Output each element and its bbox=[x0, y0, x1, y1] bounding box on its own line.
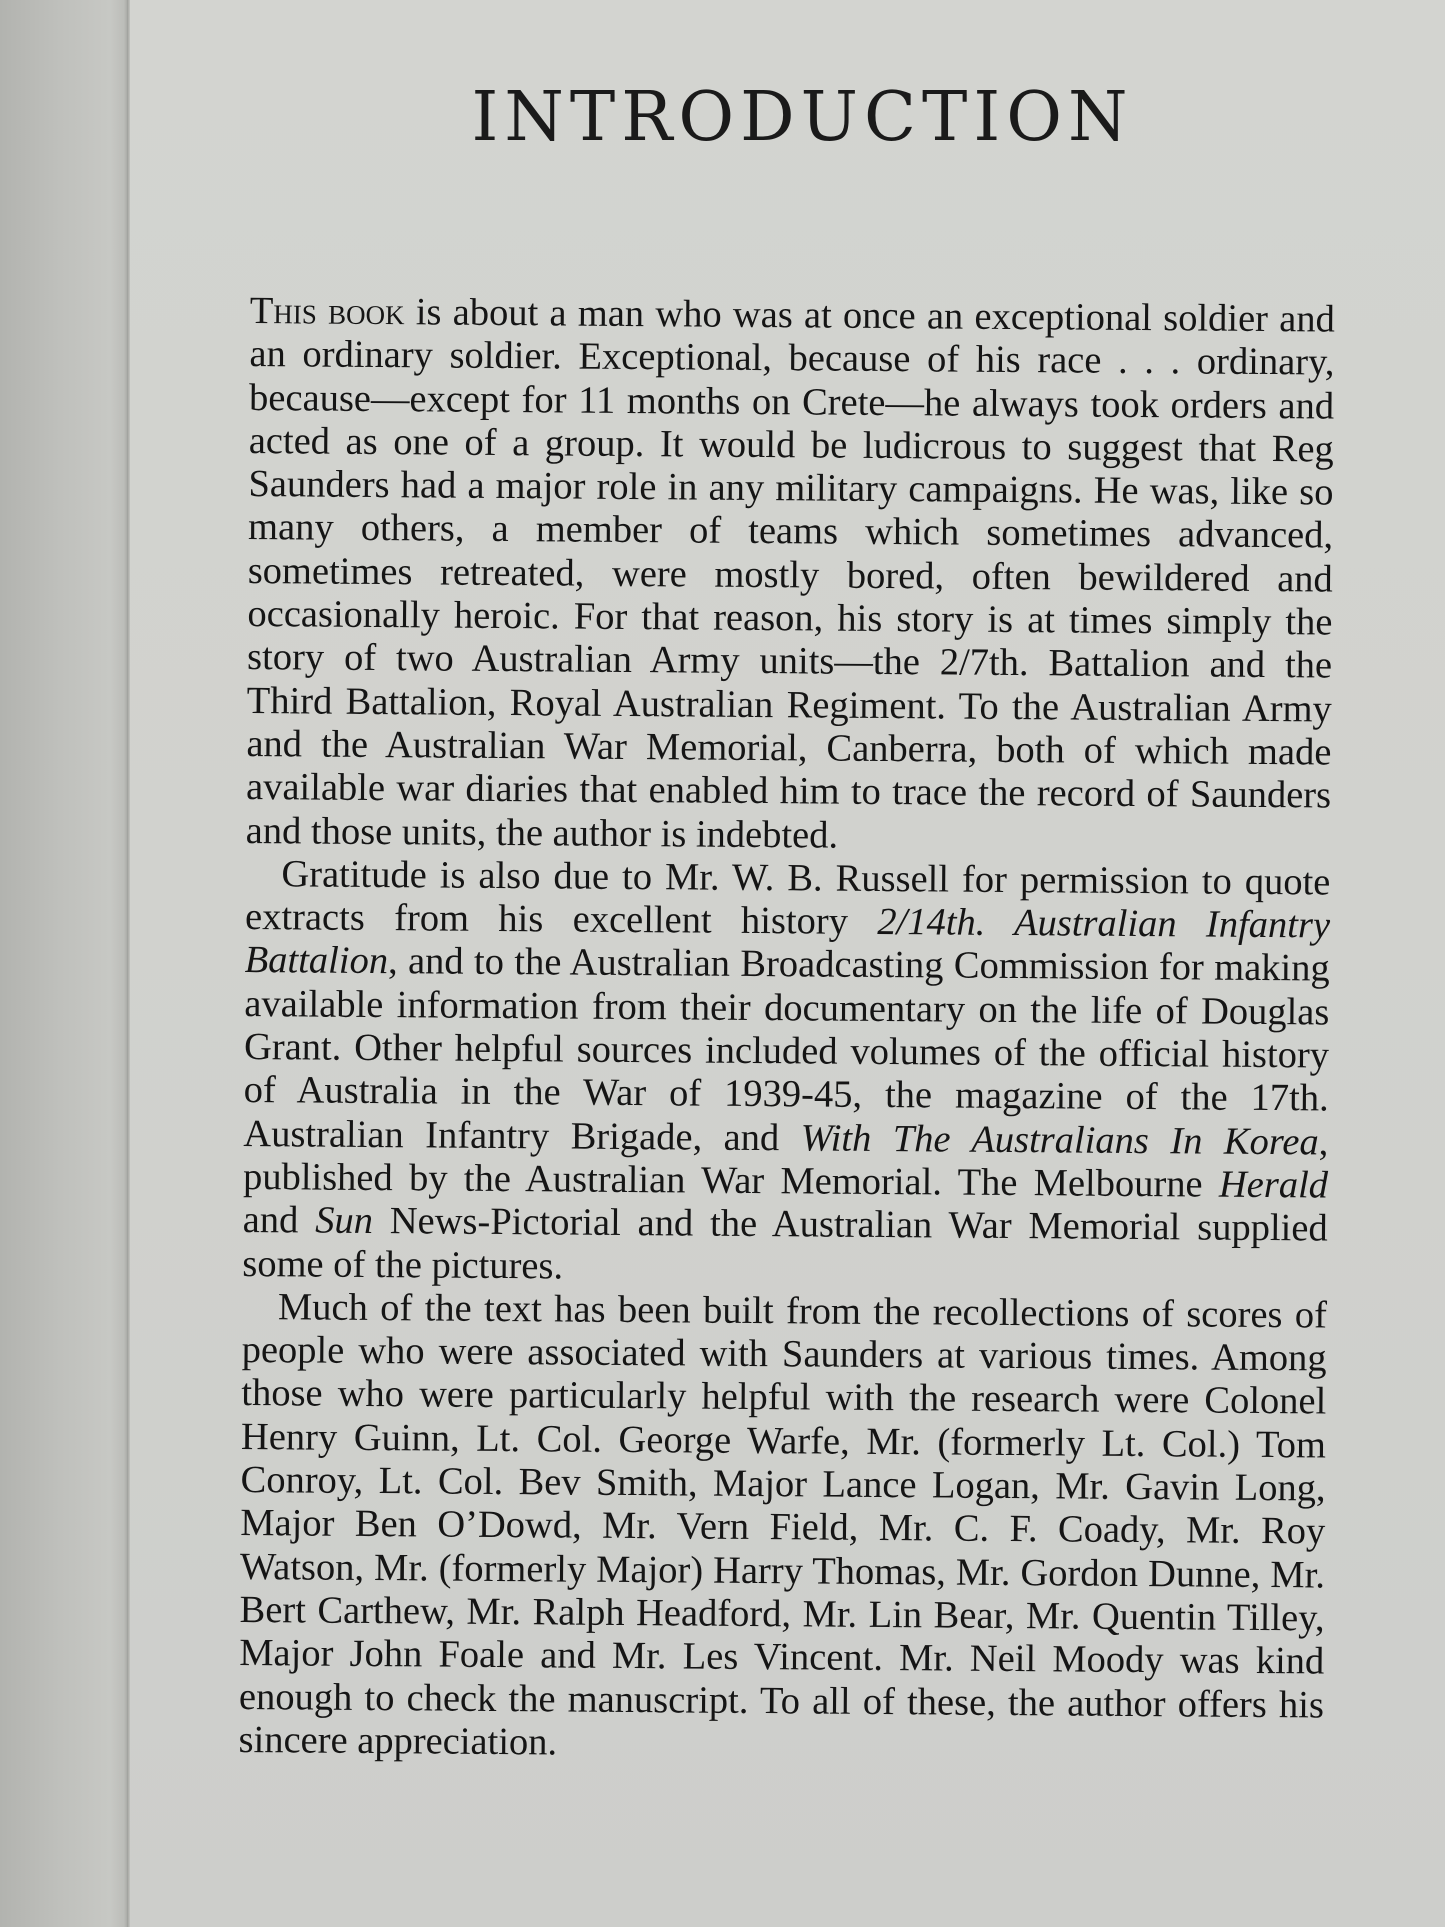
paragraph-text: Much of the text has been built from the recollections of scores of people who were associated with Saunders at various times. Among those who were particularly helpful with the research were Colonel Henry Guinn, Lt. Col. George Warfe, Mr. (formerly Lt. Col.) Tom Conroy, Lt. Col. Bev Smith, Major Lance Logan, Mr. Gavin Long, Major Ben O’Dowd, Mr. Vern Field, Mr. C. F. Coady, Mr. Roy Watson, Mr. (formerly Major) Harry Thomas, Mr. Gordon Dunne, Mr. Bert Carthew, Mr. Ralph Headford, Mr. Lin Bear, Mr. Quentin Tilley, Major John Foale and Mr. Les Vincent. Mr. Neil Moody was kind enough to check the manuscript. To all of these, the author offers his sincere appreciation. bbox=[238, 1286, 1328, 1764]
paragraph-2 bbox=[242, 853, 1330, 1294]
paragraph-3 bbox=[238, 1286, 1327, 1771]
paragraph-text: Gratitude is also due to Mr. W. B. Russell for permission to quote extracts from his excellent history bbox=[244, 853, 1331, 944]
book-title: With The Australians In Korea bbox=[800, 1116, 1319, 1164]
paragraph-text: , and to the Australian Broadcasting Commission for making available information from their documentary on the life of Douglas Grant. Other helpful sources included volumes of the official history of Australia in the War of 1939-45, the magazine of the 17th. Australian Infantry Brigade, and bbox=[243, 940, 1330, 1159]
paragraph-text: , published by the Australian War Memorial. The Melbourne bbox=[242, 1121, 1329, 1206]
paragraph-text: News-Pictorial and the Australian War Memorial supplied some of the pictures. bbox=[242, 1200, 1328, 1288]
newspaper-title: Herald bbox=[1218, 1163, 1329, 1207]
paragraph-1 bbox=[246, 290, 1335, 861]
paragraph-text: and bbox=[242, 1199, 316, 1242]
lead-in: This book bbox=[249, 290, 405, 334]
introduction-body bbox=[238, 290, 1335, 1771]
newspaper-title: Sun bbox=[315, 1199, 374, 1243]
page-title: INTRODUCTION bbox=[471, 78, 1134, 157]
book-title: 2/14th. Australian Infantry Battalion bbox=[244, 901, 1331, 983]
paragraph-text: is about a man who was at once an exceptional soldier and an ordinary soldier. Exceptional, because of his race . . . ordinary, because—except for 11 months on Crete—he always took orders and acted as one of a group. It would be ludicrous to suggest that Reg Saunders had a major role in any military campaigns. He was, like so many others, a member of teams which sometimes advanced, sometimes retreated, were mostly bored, often bewildered and occasionally heroic. For that reason, his story is at times simply the story of two Australian Army units—the 2/7th. Battalion and the Third Battalion, Royal Australian Regiment. To the Australian Army and the Australian War Memorial, Canberra, both of which made available war diaries that enabled him to trace the record of Saunders and those units, the author is indebted. bbox=[245, 291, 1335, 857]
previous-page-edge bbox=[0, 0, 128, 1927]
